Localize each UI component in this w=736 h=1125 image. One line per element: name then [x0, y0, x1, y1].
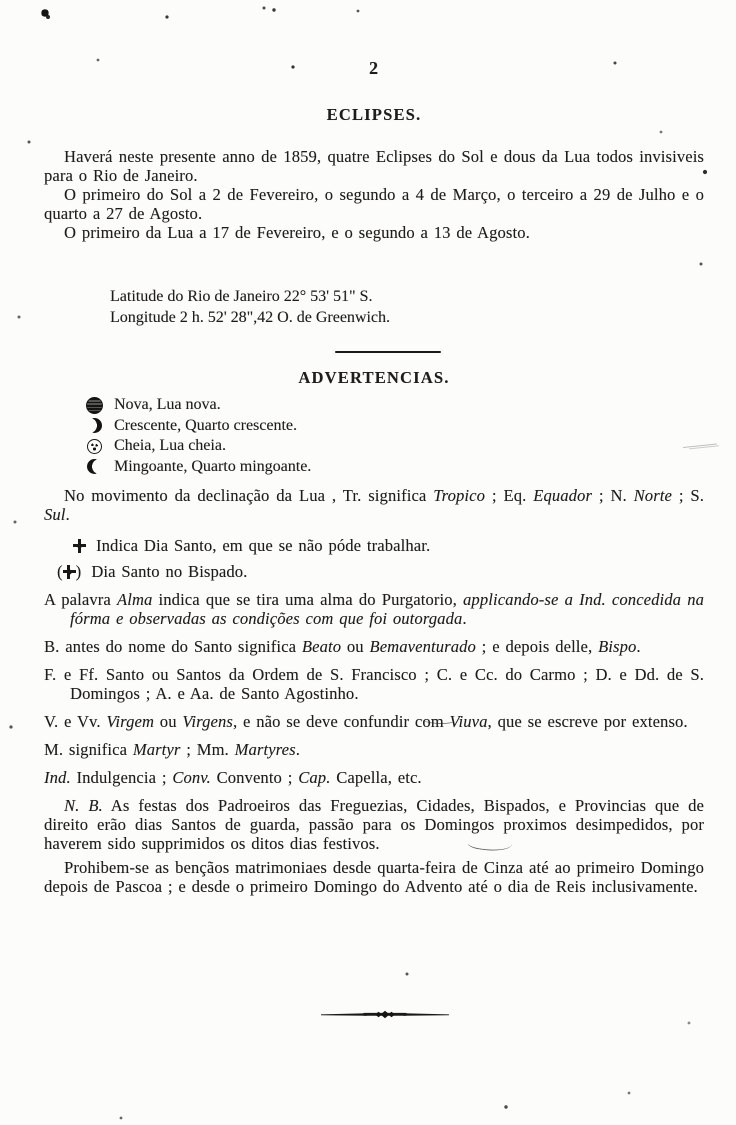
moon-phase-label: Mingoante, Quarto mingoante. — [114, 457, 312, 475]
holy-day-bishopric-cross-icon: ( ) — [57, 562, 82, 582]
note-nota-bene: N. B. As festas dos Padroeiros das Freguezias, Cidades, Bispados, e Provincias que de direito erão dias Santos de guarda, passão para os Domingos proximos desimpedidos, por haverem sido supprimidos os ditos dias festivos. — [44, 796, 704, 854]
note-ordens: F. e Ff. Santo ou Santos da Ordem de S. Francisco ; C. e Cc. do Carmo ; D. e Dd. de S. Domingos ; A. e Aa. de Santo Agostinho. — [44, 665, 704, 704]
longitude-line: Longitude 2 h. 52' 28",42 O. de Greenwich. — [110, 309, 391, 326]
note-prohibicao: Prohibem-se as bençãos matrimoniaes desde quarta-feira de Cinza até ao primeiro Domingo depois de Pascoa ; e desde o primeiro Domingo do Advento até o dia de Reis inclusivamente. — [44, 858, 704, 897]
note-beato: B. antes do nome do Santo significa Beato ou Bemaventurado ; e depois delle, Bispo. — [44, 637, 641, 657]
note-virgem: V. e Vv. Virgem ou Virgens, e não se deve confundir com Viuva, que se escreve por extenso. — [44, 712, 688, 732]
moon-phase-label: Nova, Lua nova. — [114, 396, 221, 414]
coordinates-block — [110, 286, 704, 328]
eclipse-paragraph: Haverá neste presente anno de 1859, quatre Eclipses do Sol e dous da Lua todos invisiveis para o Rio de Janeiro. — [44, 147, 704, 185]
last-quarter-moon-icon — [87, 459, 102, 474]
eclipse-paragraph: O primeiro da Lua a 17 de Fevereiro, e o segundo a 13 de Agosto. — [64, 223, 530, 242]
first-quarter-moon-icon — [87, 418, 102, 433]
note-martyr: M. significa Martyr ; Mm. Martyres. — [44, 740, 300, 760]
note-alma: A palavra Alma indica que se tira uma alma do Purgatorio, applicando-se a Ind. concedida na fórma e observadas as condições com que foi outorgada. — [44, 590, 704, 629]
moon-phase-item — [87, 457, 704, 478]
note-declination: No movimento da declinação da Lua , Tr. significa Tropico ; Eq. Equador ; N. Norte ; S. Sul. — [44, 486, 705, 525]
note-holy-day-bishopric — [57, 562, 704, 581]
new-moon-icon — [87, 398, 102, 413]
end-ornament — [55, 1008, 715, 1026]
holy-day-cross-icon — [73, 536, 86, 555]
note-text: Indica Dia Santo, em que se não póde trabalhar. — [96, 536, 431, 556]
latitude-line: Latitude do Rio de Janeiro 22° 53' 51" S. — [110, 288, 373, 305]
full-moon-icon — [87, 439, 102, 454]
section-title-advertencias: ADVERTENCIAS. — [298, 368, 450, 388]
eclipse-paragraph: O primeiro do Sol a 2 de Fevereiro, o segundo a 4 de Março, o terceiro a 29 de Julho e o quarto a 27 de Agosto. — [44, 185, 704, 223]
moon-phase-label: Cheia, Lua cheia. — [114, 437, 226, 455]
note-text: Dia Santo no Bispado. — [91, 562, 248, 582]
moon-phase-item — [87, 395, 704, 416]
note-abreviaturas: Ind. Indulgencia ; Conv. Convento ; Cap. Capella, etc. — [44, 768, 422, 788]
moon-phase-list — [87, 395, 704, 477]
section-title-eclipses: ECLIPSES. — [326, 105, 422, 124]
note-holy-day — [73, 536, 704, 555]
section-rule — [335, 351, 441, 353]
moon-phase-item — [87, 416, 704, 437]
moon-phase-item — [87, 436, 704, 457]
moon-phase-label: Crescente, Quarto crescente. — [114, 416, 298, 434]
page-content — [44, 58, 704, 1026]
scan-specks — [0, 0, 2, 2]
page-number: 2 — [369, 58, 379, 78]
